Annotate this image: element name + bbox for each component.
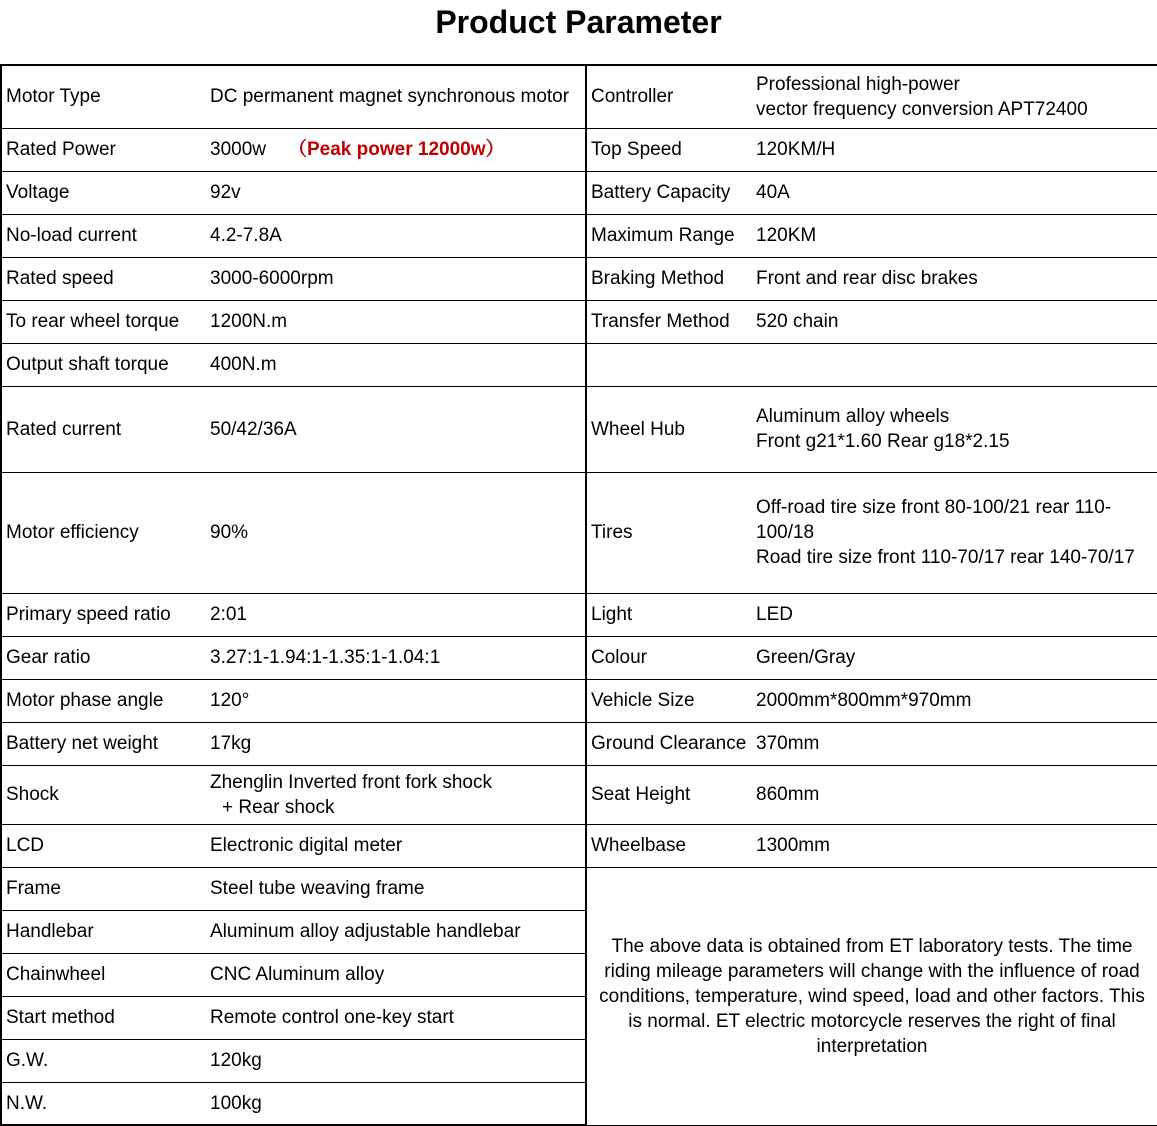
table-row	[1, 765, 1157, 824]
table-row	[1, 386, 1157, 472]
spec-label: Top Speed	[586, 128, 752, 171]
spec-value	[206, 128, 586, 171]
spec-label: LCD	[1, 824, 206, 867]
spec-value-line: vector frequency conversion APT72400	[756, 98, 1088, 120]
spec-label: Maximum Range	[586, 214, 752, 257]
table-row	[1, 300, 1157, 343]
spec-value: 120KM/H	[752, 128, 1157, 171]
spec-table	[0, 64, 1157, 1126]
spec-value-line: Road tire size front 110-70/17 rear 140-70/17	[756, 547, 1135, 568]
spec-value: 1300mm	[752, 824, 1157, 867]
spec-label: Primary speed ratio	[1, 593, 206, 636]
spec-label: Braking Method	[586, 257, 752, 300]
spec-value-line: Professional high-power	[756, 73, 960, 95]
spec-label: Shock	[1, 765, 206, 824]
spec-label: Output shaft torque	[1, 343, 206, 386]
spec-label-empty	[586, 343, 752, 386]
spec-value	[752, 386, 1157, 472]
spec-label: Tires	[586, 472, 752, 593]
spec-value: 92v	[206, 171, 586, 214]
spec-label: Motor Type	[1, 65, 206, 128]
spec-value: 4.2-7.8A	[206, 214, 586, 257]
spec-value: 860mm	[752, 765, 1157, 824]
spec-value: 370mm	[752, 722, 1157, 765]
spec-label: Motor phase angle	[1, 679, 206, 722]
spec-value: Green/Gray	[752, 636, 1157, 679]
table-row	[1, 171, 1157, 214]
spec-label: Controller	[586, 65, 752, 128]
table-row	[1, 722, 1157, 765]
spec-label: No-load current	[1, 214, 206, 257]
table-row	[1, 472, 1157, 593]
spec-value: 120KM	[752, 214, 1157, 257]
spec-value: 520 chain	[752, 300, 1157, 343]
spec-value: 90%	[206, 472, 586, 593]
spec-value	[752, 472, 1157, 593]
spec-label: Transfer Method	[586, 300, 752, 343]
spec-label: To rear wheel torque	[1, 300, 206, 343]
spec-label: G.W.	[1, 1039, 206, 1082]
spec-label: Handlebar	[1, 910, 206, 953]
spec-label: Rated speed	[1, 257, 206, 300]
spec-label: Ground Clearance	[586, 722, 752, 765]
disclaimer-note: The above data is obtained from ET laboratory tests. The time riding mileage parameters will change with the influence of road conditions, temperature, wind speed, load and other factors. This is normal. ET electric motorcycle reserves the right of final interpretation	[586, 867, 1157, 1125]
spec-label: Vehicle Size	[586, 679, 752, 722]
spec-value-line: Aluminum alloy wheels	[756, 406, 950, 427]
spec-label: N.W.	[1, 1082, 206, 1125]
spec-label: Light	[586, 593, 752, 636]
spec-label: Colour	[586, 636, 752, 679]
spec-value: 2000mm*800mm*970mm	[752, 679, 1157, 722]
spec-value	[206, 765, 586, 824]
table-row	[1, 824, 1157, 867]
spec-label: Wheel Hub	[586, 386, 752, 472]
spec-value	[752, 65, 1157, 128]
spec-value: 40A	[752, 171, 1157, 214]
rated-power-value: 3000w	[210, 139, 266, 160]
spec-value: CNC Aluminum alloy	[206, 953, 586, 996]
spec-value: 120°	[206, 679, 586, 722]
table-row	[1, 65, 1157, 128]
spec-value-line: Zhenglin Inverted front fork shock	[210, 771, 492, 793]
spec-value-line: + Rear shock	[222, 796, 335, 818]
spec-value: Remote control one-key start	[206, 996, 586, 1039]
table-row	[1, 128, 1157, 171]
table-row	[1, 867, 1157, 910]
spec-value: 100kg	[206, 1082, 586, 1125]
spec-value: Aluminum alloy adjustable handlebar	[206, 910, 586, 953]
table-row	[1, 214, 1157, 257]
spec-label: Voltage	[1, 171, 206, 214]
spec-value: 50/42/36A	[206, 386, 586, 472]
spec-value: Electronic digital meter	[206, 824, 586, 867]
spec-label: Wheelbase	[586, 824, 752, 867]
spec-value: 3000-6000rpm	[206, 257, 586, 300]
spec-label: Gear ratio	[1, 636, 206, 679]
spec-value: 1200N.m	[206, 300, 586, 343]
spec-value: 2:01	[206, 593, 586, 636]
spec-value: LED	[752, 593, 1157, 636]
spec-value: DC permanent magnet synchronous motor	[206, 65, 586, 128]
spec-label: Start method	[1, 996, 206, 1039]
spec-label: Battery Capacity	[586, 171, 752, 214]
spec-label: Frame	[1, 867, 206, 910]
spec-value-empty	[752, 343, 1157, 386]
spec-value: 120kg	[206, 1039, 586, 1082]
table-row	[1, 593, 1157, 636]
spec-label: Seat Height	[586, 765, 752, 824]
table-row	[1, 636, 1157, 679]
peak-power-note: （Peak power 12000w）	[288, 139, 505, 160]
spec-value: 17kg	[206, 722, 586, 765]
spec-value: 400N.m	[206, 343, 586, 386]
spec-label: Rated current	[1, 386, 206, 472]
spec-value-line: Front g21*1.60 Rear g18*2.15	[756, 431, 1010, 452]
spec-label: Motor efficiency	[1, 472, 206, 593]
table-row	[1, 257, 1157, 300]
spec-label: Battery net weight	[1, 722, 206, 765]
spec-label: Chainwheel	[1, 953, 206, 996]
spec-value: Front and rear disc brakes	[752, 257, 1157, 300]
spec-value-line: Off-road tire size front 80-100/21 rear 110-100/18	[756, 497, 1112, 543]
spec-value: Steel tube weaving frame	[206, 867, 586, 910]
table-row	[1, 343, 1157, 386]
table-row	[1, 679, 1157, 722]
spec-value: 3.27:1-1.94:1-1.35:1-1.04:1	[206, 636, 586, 679]
page-title: Product Parameter	[435, 4, 722, 40]
spec-label: Rated Power	[1, 128, 206, 171]
